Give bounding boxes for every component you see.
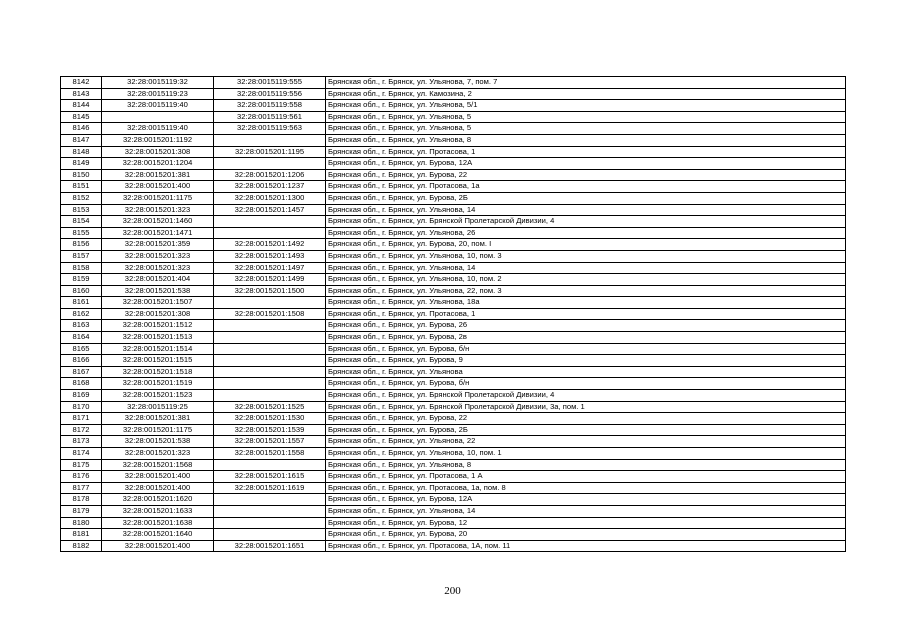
related-cadastral-number-cell [214,227,326,239]
cadastral-number-cell: 32:28:0015201:1192 [102,134,214,146]
row-number-cell: 8158 [61,262,102,274]
table-row [61,262,846,274]
cadastral-number-cell: 32:28:0015201:1633 [102,505,214,517]
address-cell: Брянская обл., г. Брянск, ул. Бурова, б/н [326,343,846,355]
address-cell: Брянская обл., г. Брянск, ул. Ульянова, 8 [326,459,846,471]
address-cell: Брянская обл., г. Брянск, ул. Протасова, 1 А [326,471,846,483]
related-cadastral-number-cell: 32:28:0015201:1615 [214,471,326,483]
address-cell: Брянская обл., г. Брянск, ул. Ульянова, 18а [326,297,846,309]
address-cell: Брянская обл., г. Брянск, ул. Ульянова [326,366,846,378]
address-cell: Брянская обл., г. Брянск, ул. Бурова, 22 [326,413,846,425]
related-cadastral-number-cell [214,320,326,332]
cadastral-number-cell: 32:28:0015201:1519 [102,378,214,390]
row-number-cell: 8160 [61,285,102,297]
table-row [61,158,846,170]
table-row [61,332,846,344]
address-cell: Брянская обл., г. Брянск, ул. Бурова, 2в [326,332,846,344]
table-row [61,320,846,332]
cadastral-number-cell: 32:28:0015201:323 [102,204,214,216]
row-number-cell: 8153 [61,204,102,216]
table-row [61,134,846,146]
address-cell: Брянская обл., г. Брянск, ул. Ульянова, 10, пом. 2 [326,274,846,286]
address-cell: Брянская обл., г. Брянск, ул. Бурова, 20 [326,529,846,541]
address-cell: Брянская обл., г. Брянск, ул. Ульянова, 14 [326,262,846,274]
row-number-cell: 8157 [61,250,102,262]
cadastral-number-cell: 32:28:0015201:1640 [102,529,214,541]
table-row [61,366,846,378]
cadastral-number-cell: 32:28:0015201:1513 [102,332,214,344]
related-cadastral-number-cell [214,134,326,146]
cadastral-number-cell: 32:28:0015201:400 [102,471,214,483]
address-cell: Брянская обл., г. Брянск, ул. Ульянова, 5 [326,123,846,135]
cadastral-number-cell: 32:28:0015201:400 [102,540,214,552]
table-row [61,529,846,541]
row-number-cell: 8170 [61,401,102,413]
cadastral-number-cell: 32:28:0015201:381 [102,169,214,181]
row-number-cell: 8175 [61,459,102,471]
address-cell: Брянская обл., г. Брянск, ул. Бурова, б/н [326,378,846,390]
cadastral-number-cell: 32:28:0015201:1638 [102,517,214,529]
related-cadastral-number-cell: 32:28:0015201:1508 [214,308,326,320]
related-cadastral-number-cell: 32:28:0015201:1206 [214,169,326,181]
address-cell: Брянская обл., г. Брянск, ул. Бурова, 22 [326,169,846,181]
row-number-cell: 8154 [61,216,102,228]
table-row [61,216,846,228]
table-row [61,100,846,112]
cadastral-number-cell: 32:28:0015201:323 [102,448,214,460]
cadastral-number-cell: 32:28:0015201:538 [102,285,214,297]
row-number-cell: 8179 [61,505,102,517]
related-cadastral-number-cell [214,332,326,344]
related-cadastral-number-cell: 32:28:0015119:555 [214,77,326,89]
row-number-cell: 8168 [61,378,102,390]
address-cell: Брянская обл., г. Брянск, ул. Протасова, 1 [326,308,846,320]
address-cell: Брянская обл., г. Брянск, ул. Бурова, 12А [326,158,846,170]
page-number: 200 [444,585,461,597]
row-number-cell: 8156 [61,239,102,251]
address-cell: Брянская обл., г. Брянск, ул. Бурова, 2Б [326,192,846,204]
row-number-cell: 8173 [61,436,102,448]
cadastral-number-cell: 32:28:0015201:1175 [102,192,214,204]
address-cell: Брянская обл., г. Брянск, ул. Протасова, 1 [326,146,846,158]
row-number-cell: 8178 [61,494,102,506]
related-cadastral-number-cell [214,158,326,170]
table-row [61,355,846,367]
cadastral-number-cell: 32:28:0015201:400 [102,181,214,193]
table-row [61,401,846,413]
related-cadastral-number-cell: 32:28:0015201:1499 [214,274,326,286]
related-cadastral-number-cell: 32:28:0015201:1530 [214,413,326,425]
address-cell: Брянская обл., г. Брянск, ул. Брянской Пролетарской Дивизии, 4 [326,216,846,228]
related-cadastral-number-cell: 32:28:0015201:1525 [214,401,326,413]
address-cell: Брянская обл., г. Брянск, ул. Протасова, 1а [326,181,846,193]
cadastral-number-cell: 32:28:0015119:25 [102,401,214,413]
row-number-cell: 8180 [61,517,102,529]
cadastral-number-cell: 32:28:0015201:381 [102,413,214,425]
table-row [61,77,846,89]
related-cadastral-number-cell [214,378,326,390]
table-row [61,274,846,286]
cadastral-number-cell: 32:28:0015201:1620 [102,494,214,506]
row-number-cell: 8165 [61,343,102,355]
table-row [61,424,846,436]
address-cell: Брянская обл., г. Брянск, ул. Ульянова, 10, пом. 1 [326,448,846,460]
address-cell: Брянская обл., г. Брянск, ул. Ульянова, 5/1 [326,100,846,112]
related-cadastral-number-cell: 32:28:0015201:1557 [214,436,326,448]
related-cadastral-number-cell: 32:28:0015201:1195 [214,146,326,158]
row-number-cell: 8174 [61,448,102,460]
related-cadastral-number-cell [214,459,326,471]
table-row [61,308,846,320]
table-row [61,540,846,552]
address-cell: Брянская обл., г. Брянск, ул. Брянской Пролетарской Дивизии, 4 [326,390,846,402]
row-number-cell: 8149 [61,158,102,170]
registry-table [60,76,846,552]
cadastral-number-cell: 32:28:0015201:1204 [102,158,214,170]
related-cadastral-number-cell: 32:28:0015119:561 [214,111,326,123]
table-row [61,471,846,483]
row-number-cell: 8146 [61,123,102,135]
address-cell: Брянская обл., г. Брянск, ул. Брянской Пролетарской Дивизии, 3а, пом. 1 [326,401,846,413]
address-cell: Брянская обл., г. Брянск, ул. Камозина, 2 [326,88,846,100]
cadastral-number-cell: 32:28:0015201:1515 [102,355,214,367]
related-cadastral-number-cell [214,529,326,541]
cadastral-number-cell: 32:28:0015201:308 [102,146,214,158]
cadastral-number-cell: 32:28:0015201:1568 [102,459,214,471]
related-cadastral-number-cell [214,390,326,402]
table-row [61,169,846,181]
address-cell: Брянская обл., г. Брянск, ул. Бурова, 2Б [326,424,846,436]
address-cell: Брянская обл., г. Брянск, ул. Ульянова, 22 [326,436,846,448]
row-number-cell: 8181 [61,529,102,541]
row-number-cell: 8166 [61,355,102,367]
table-row [61,250,846,262]
related-cadastral-number-cell: 32:28:0015119:558 [214,100,326,112]
related-cadastral-number-cell: 32:28:0015201:1651 [214,540,326,552]
address-cell: Брянская обл., г. Брянск, ул. Бурова, 20, пом. I [326,239,846,251]
address-cell: Брянская обл., г. Брянск, ул. Ульянова, 14 [326,505,846,517]
row-number-cell: 8169 [61,390,102,402]
related-cadastral-number-cell: 32:28:0015201:1300 [214,192,326,204]
cadastral-number-cell: 32:28:0015201:323 [102,262,214,274]
related-cadastral-number-cell: 32:28:0015201:1237 [214,181,326,193]
address-cell: Брянская обл., г. Брянск, ул. Бурова, 26 [326,320,846,332]
cadastral-number-cell: 32:28:0015201:538 [102,436,214,448]
address-cell: Брянская обл., г. Брянск, ул. Ульянова, 8 [326,134,846,146]
address-cell: Брянская обл., г. Брянск, ул. Ульянова, 7, пом. 7 [326,77,846,89]
table-row [61,413,846,425]
table-row [61,285,846,297]
related-cadastral-number-cell [214,494,326,506]
cadastral-number-cell: 32:28:0015201:1471 [102,227,214,239]
address-cell: Брянская обл., г. Брянск, ул. Ульянова, 14 [326,204,846,216]
table-row [61,204,846,216]
cadastral-number-cell: 32:28:0015201:1512 [102,320,214,332]
related-cadastral-number-cell [214,216,326,228]
row-number-cell: 8159 [61,274,102,286]
row-number-cell: 8150 [61,169,102,181]
cadastral-number-cell: 32:28:0015201:1514 [102,343,214,355]
related-cadastral-number-cell [214,505,326,517]
related-cadastral-number-cell [214,366,326,378]
row-number-cell: 8163 [61,320,102,332]
related-cadastral-number-cell [214,517,326,529]
address-cell: Брянская обл., г. Брянск, ул. Бурова, 12 [326,517,846,529]
cadastral-number-cell: 32:28:0015201:308 [102,308,214,320]
table-row [61,343,846,355]
row-number-cell: 8164 [61,332,102,344]
address-cell: Брянская обл., г. Брянск, ул. Ульянова, 22, пом. 3 [326,285,846,297]
cadastral-number-cell: 32:28:0015119:23 [102,88,214,100]
row-number-cell: 8145 [61,111,102,123]
table-row [61,181,846,193]
row-number-cell: 8177 [61,482,102,494]
registry-table-body [61,77,846,552]
related-cadastral-number-cell: 32:28:0015201:1497 [214,262,326,274]
row-number-cell: 8147 [61,134,102,146]
cadastral-number-cell: 32:28:0015119:40 [102,123,214,135]
table-row [61,505,846,517]
related-cadastral-number-cell: 32:28:0015201:1500 [214,285,326,297]
table-row [61,482,846,494]
address-cell: Брянская обл., г. Брянск, ул. Бурова, 12А [326,494,846,506]
table-row [61,239,846,251]
table-row [61,227,846,239]
row-number-cell: 8143 [61,88,102,100]
cadastral-number-cell: 32:28:0015201:1507 [102,297,214,309]
table-row [61,390,846,402]
table-row [61,297,846,309]
row-number-cell: 8152 [61,192,102,204]
table-row [61,448,846,460]
table-row [61,146,846,158]
row-number-cell: 8151 [61,181,102,193]
row-number-cell: 8155 [61,227,102,239]
cadastral-number-cell: 32:28:0015201:404 [102,274,214,286]
related-cadastral-number-cell [214,343,326,355]
address-cell: Брянская обл., г. Брянск, ул. Протасова, 1а, пом. 8 [326,482,846,494]
table-row [61,123,846,135]
related-cadastral-number-cell: 32:28:0015201:1493 [214,250,326,262]
table-row [61,378,846,390]
address-cell: Брянская обл., г. Брянск, ул. Ульянова, 5 [326,111,846,123]
table-row [61,88,846,100]
related-cadastral-number-cell [214,355,326,367]
cadastral-number-cell: 32:28:0015201:1460 [102,216,214,228]
row-number-cell: 8142 [61,77,102,89]
address-cell: Брянская обл., г. Брянск, ул. Протасова, 1А, пом. 11 [326,540,846,552]
related-cadastral-number-cell: 32:28:0015119:556 [214,88,326,100]
row-number-cell: 8144 [61,100,102,112]
row-number-cell: 8162 [61,308,102,320]
row-number-cell: 8171 [61,413,102,425]
row-number-cell: 8167 [61,366,102,378]
table-row [61,192,846,204]
address-cell: Брянская обл., г. Брянск, ул. Бурова, 9 [326,355,846,367]
cadastral-number-cell: 32:28:0015201:1518 [102,366,214,378]
related-cadastral-number-cell: 32:28:0015201:1492 [214,239,326,251]
cadastral-number-cell: 32:28:0015201:1523 [102,390,214,402]
cadastral-number-cell: 32:28:0015201:400 [102,482,214,494]
cadastral-number-cell: 32:28:0015201:359 [102,239,214,251]
row-number-cell: 8148 [61,146,102,158]
related-cadastral-number-cell: 32:28:0015201:1619 [214,482,326,494]
row-number-cell: 8182 [61,540,102,552]
row-number-cell: 8176 [61,471,102,483]
table-row [61,517,846,529]
related-cadastral-number-cell: 32:28:0015201:1558 [214,448,326,460]
cadastral-number-cell: 32:28:0015119:32 [102,77,214,89]
table-row [61,459,846,471]
related-cadastral-number-cell: 32:28:0015201:1539 [214,424,326,436]
related-cadastral-number-cell: 32:28:0015201:1457 [214,204,326,216]
table-row [61,111,846,123]
table-row [61,494,846,506]
related-cadastral-number-cell [214,297,326,309]
address-cell: Брянская обл., г. Брянск, ул. Ульянова, 26 [326,227,846,239]
table-row [61,436,846,448]
row-number-cell: 8172 [61,424,102,436]
cadastral-number-cell: 32:28:0015119:40 [102,100,214,112]
related-cadastral-number-cell: 32:28:0015119:563 [214,123,326,135]
cadastral-number-cell: 32:28:0015201:1175 [102,424,214,436]
cadastral-number-cell: 32:28:0015201:323 [102,250,214,262]
cadastral-number-cell [102,111,214,123]
address-cell: Брянская обл., г. Брянск, ул. Ульянова, 10, пом. 3 [326,250,846,262]
row-number-cell: 8161 [61,297,102,309]
